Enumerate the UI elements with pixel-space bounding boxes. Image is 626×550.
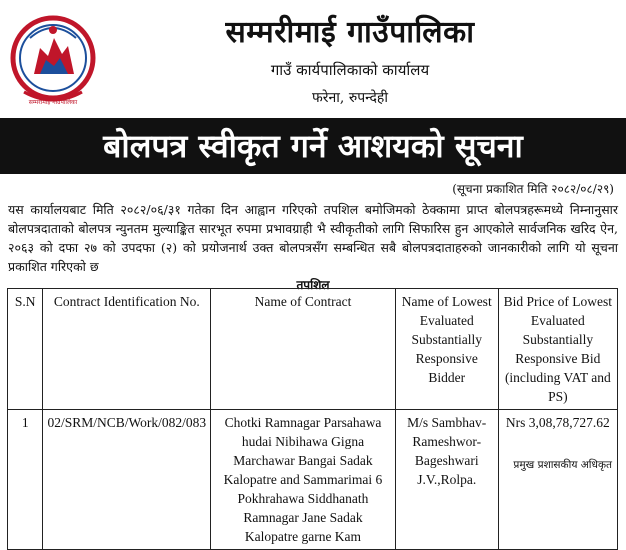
cell-price: Nrs 3,08,78,727.62 [498,410,617,550]
office-address: फरेना, रुपन्देही [312,90,388,106]
header-contract-name: Name of Contract [211,289,396,410]
notice-title-banner: बोलपत्र स्वीकृत गर्ने आशयको सूचना [0,118,626,174]
table-header-row [8,289,618,410]
signature-label: प्रमुख प्रशासकीय अधिकृत [513,459,612,471]
header-price: Bid Price of Lowest Evaluated Substantially Responsive Bid (including VAT and PS) [498,289,617,410]
notice-body: यस कार्यालयबाट मिति २०८२/०६/३१ गतेका दिन आह्वान गरिएको तपशिल बमोजिमको ठेक्कामा प्राप्त बोलपत्रहरूमध्ये निम्नानुसार बोलपत्रदाताको बोलपत्र न्युनतम मुल्याङ्कित सारभूत रुपमा प्रभावग्राही भै स्वीकृतीको लागि सिफारिस हुन आएकोले सार्वजनिक खरिद ऐन, २०६३ को दफा २७ को उपदफा (२) को प्रयोजनार्थ उक्त बोलपत्रसँग सम्बन्धित सबै बोलपत्रदाताहरुको जानकारीको लागि यो सूचना प्रकाशित गरिएको छ [8,202,619,274]
nepal-government-emblem-icon [10,8,96,110]
header-sn: S.N [8,289,43,410]
bid-table [7,288,618,550]
office-name: गाउँ कार्यपालिकाको कार्यालय [270,61,430,79]
logo-caption: सम्मरीमाई गाउँपालिका [28,99,78,106]
header-bidder: Name of Lowest Evaluated Substantially Responsive Bidder [395,289,498,410]
publication-date: (सूचना प्रकाशित मिति २०८२/०८/२९) [452,182,614,196]
annex-label: तपशिल [296,278,330,292]
page-header [0,0,626,116]
cell-sn: 1 [8,410,43,550]
table-row [8,410,618,550]
cell-bidder: M/s Sambhav-Rameshwor-Bageshwari J.V.,Rolpa. [395,410,498,550]
cell-contract-id: 02/SRM/NCB/Work/082/083 [43,410,211,550]
cell-contract-name: Chotki Ramnagar Parsahawa hudai Nibihawa Gigna Marchawar Bangai Sadak Kalopatre and Sammarimai 6 Pokhrahawa Siddhanath Ramnagar Jane Sadak Kalopatre garne Kam [211,410,396,550]
org-name: सम्मरीमाई गाउँपालिका [225,15,475,50]
header-contract-id: Contract Identification No. [43,289,211,410]
